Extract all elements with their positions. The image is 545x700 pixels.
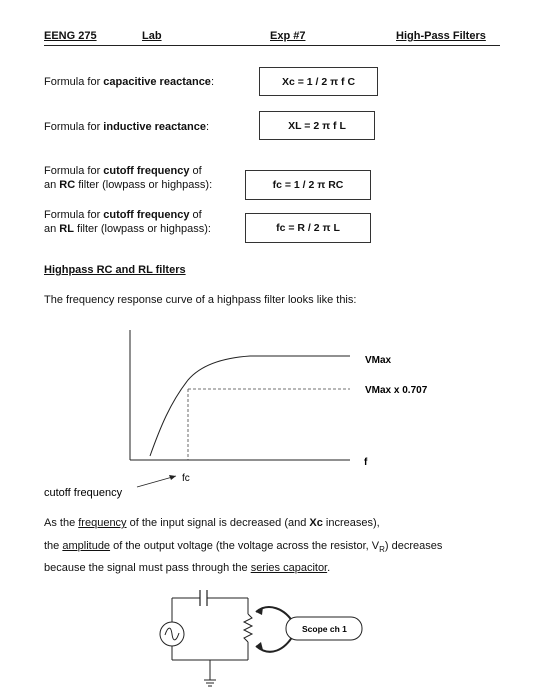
- experiment-number: Exp #7: [270, 30, 306, 42]
- rc-cutoff-formula-box: fc = 1 / 2 π RC: [245, 170, 371, 200]
- section-title: Highpass RC and RL filters: [44, 264, 186, 276]
- frequency-response-graph: [0, 318, 545, 503]
- inductive-reactance-label: Formula for inductive reactance:: [44, 121, 210, 133]
- inductive-reactance-formula-box: XL = 2 π f L: [259, 111, 375, 140]
- rl-cutoff-formula-box: fc = R / 2 π L: [245, 213, 371, 243]
- course-code: EENG 275: [44, 30, 97, 42]
- lab-label: Lab: [142, 30, 162, 42]
- vmax-707-label: VMax x 0.707: [365, 385, 428, 396]
- explanation-line-3: because the signal must pass through the series capacitor.: [44, 562, 331, 574]
- cutoff-arrowhead: [169, 475, 176, 480]
- rl-cutoff-label: Formula for cutoff frequency of an RL filter (lowpass or highpass):: [44, 209, 211, 235]
- response-curve: [150, 356, 350, 456]
- circuit-diagram: [0, 580, 545, 698]
- experiment-topic: High-Pass Filters: [396, 30, 486, 42]
- sine-wave-icon: [165, 628, 179, 640]
- rc-cutoff-label: Formula for cutoff frequency of an RC filter (lowpass or highpass):: [44, 165, 213, 191]
- scope-label: Scope ch 1: [302, 624, 347, 634]
- capacitive-reactance-formula-box: Xc = 1 / 2 π f C: [259, 67, 378, 96]
- f-axis-label: f: [364, 457, 368, 468]
- vmax-label: VMax: [365, 355, 392, 366]
- resistor-icon: [244, 614, 252, 642]
- explanation-line-1: As the frequency of the input signal is decreased (and Xc increases),: [44, 517, 380, 529]
- fc-label: fc: [182, 473, 190, 484]
- explanation-line-2: the amplitude of the output voltage (the voltage across the resistor, $V_R$) decreases: [44, 540, 443, 555]
- intro-text: The frequency response curve of a highpass filter looks like this:: [44, 294, 357, 306]
- page-header: [44, 30, 500, 46]
- capacitive-reactance-label: Formula for capacitive reactance:: [44, 76, 214, 88]
- cutoff-frequency-label: cutoff frequency: [44, 487, 123, 499]
